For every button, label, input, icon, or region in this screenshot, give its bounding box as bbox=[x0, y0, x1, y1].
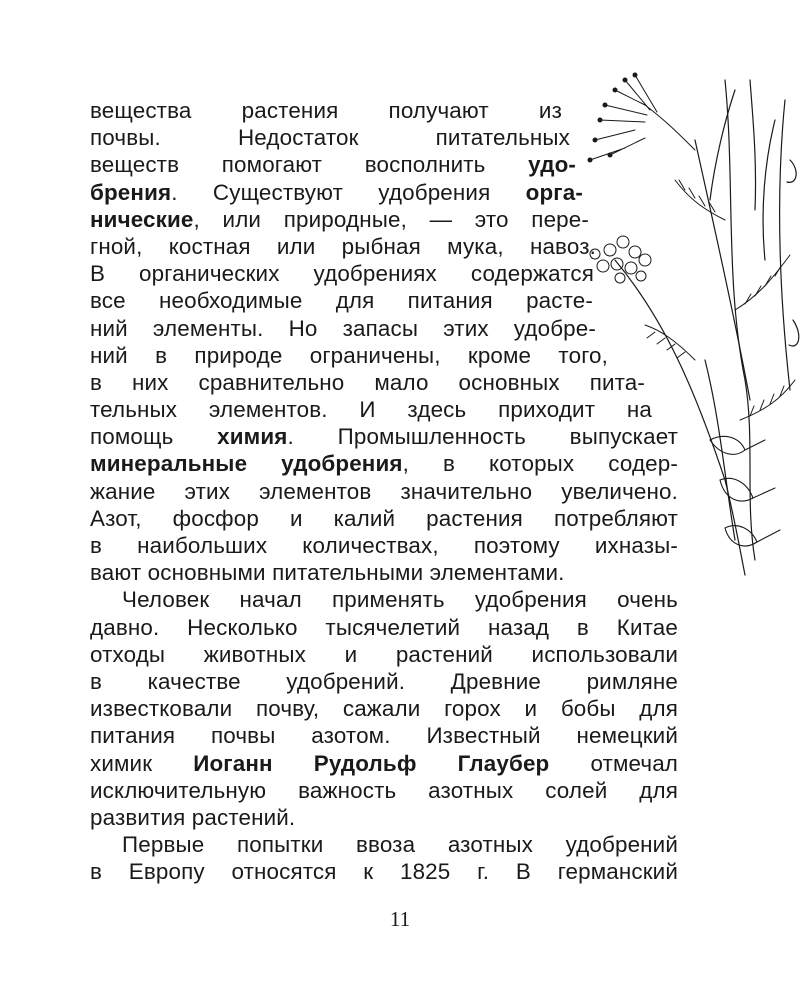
text-line: почвы. Недостаток питательных bbox=[90, 125, 570, 151]
text-line: ний элементы. Но запасы этих удобре- bbox=[90, 315, 596, 341]
text-line: исключительную важность азотных солей для bbox=[90, 777, 678, 803]
body-text bbox=[90, 97, 678, 885]
text-line: В органических удобрениях содержатся bbox=[90, 261, 594, 287]
text-line: давно. Несколько тысячелетий назад в Китае bbox=[90, 614, 678, 640]
text-line: питания почвы азотом. Известный немецкий bbox=[90, 723, 678, 749]
text-line: в наибольших количествах, поэтому ихназы- bbox=[90, 533, 678, 558]
text-line: брения. Существуют удобрения орга- bbox=[90, 179, 583, 205]
text-line: химик Иоганн Рудольф Глаубер отмечал bbox=[90, 750, 679, 776]
text-line: гной, костная или рыбная мука, навоз. bbox=[90, 233, 596, 259]
text-line: нические, или природные, — это пере- bbox=[90, 206, 589, 232]
bold-term: нические bbox=[90, 206, 194, 232]
bold-term: брения bbox=[90, 179, 172, 205]
text-line: Азот, фосфор и калий растения потребляют bbox=[90, 505, 678, 531]
text-line: помощь химия. Промышленность выпускает bbox=[90, 424, 678, 450]
text-line: Первые попытки ввоза азотных удобрений bbox=[122, 832, 678, 858]
text-line: в них сравнительно мало основных пита- bbox=[90, 369, 645, 395]
page-number: 11 bbox=[389, 907, 411, 931]
text-line: жание этих элементов значительно увеличено. bbox=[90, 478, 678, 504]
text-line: в качестве удобрений. Древние римляне bbox=[90, 668, 678, 694]
text-line: тельных элементов. И здесь приходит на bbox=[90, 397, 652, 423]
bold-term: удо- bbox=[528, 152, 576, 178]
text-line: развития растений. bbox=[90, 804, 296, 830]
text-line: все необходимые для питания расте- bbox=[90, 288, 593, 314]
bold-term: орга- bbox=[525, 179, 583, 205]
text-line: вещества растения получают из bbox=[90, 98, 562, 123]
text-line: веществ помогают восполнить удо- bbox=[90, 152, 576, 178]
text-line: минеральные удобрения, в которых содер- bbox=[90, 451, 678, 477]
text-line: отходы животных и растений использовали bbox=[90, 641, 678, 667]
text-line: ний в природе ограничены, кроме того, bbox=[90, 342, 608, 368]
bold-term: Иоганн Рудольф Глаубер bbox=[193, 750, 550, 776]
bold-term: минеральные удобрения bbox=[90, 451, 403, 477]
text-line: известковали почву, сажали горох и бобы для bbox=[90, 696, 678, 722]
text-line: в Европу относятся к 1825 г. В германский bbox=[90, 859, 678, 885]
text-line: Человек начал применять удобрения очень bbox=[122, 587, 678, 613]
text-line: вают основными питательными элементами. bbox=[90, 560, 565, 586]
bold-term: химия bbox=[217, 424, 288, 450]
